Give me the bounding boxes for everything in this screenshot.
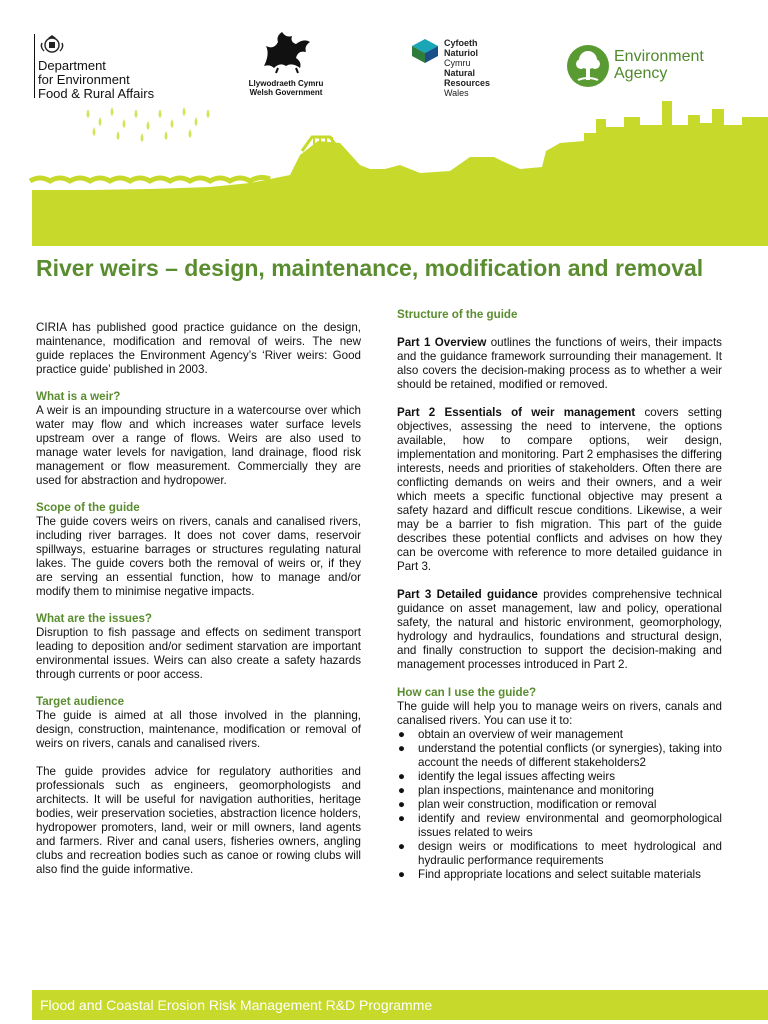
bullet-icon: ●: [398, 728, 406, 741]
list-item-text: identify and review environmental and geomorphological issues related to weirs: [418, 812, 722, 839]
bullet-icon: ●: [398, 742, 406, 755]
list-item-text: obtain an overview of weir management: [418, 728, 623, 741]
structure-heading: Structure of the guide: [397, 308, 518, 321]
part-paragraph: [397, 588, 722, 672]
ea-line: Environment: [614, 48, 704, 65]
list-item-text: understand the potential conflicts (or synergies), taking into account the needs of different stakeholders2: [418, 742, 722, 769]
page-title: River weirs – design, maintenance, modification and removal: [36, 255, 704, 281]
list-item-text: identify the legal issues affecting weirs: [418, 770, 615, 783]
welsh-gov-line: Llywodraeth Cymru: [248, 79, 324, 88]
nrw-logo: [410, 38, 491, 98]
page-header: [0, 0, 768, 246]
section-text: The guide is aimed at all those involved in the planning, design, construction, maintenance, modification or removal of weirs on rivers, canals and canalised rivers.: [36, 709, 361, 750]
list-item: [397, 798, 722, 812]
defra-line: for Environment: [38, 72, 130, 87]
section-heading: Scope of the guide: [36, 501, 140, 514]
list-item-text: plan weir construction, modification or removal: [418, 798, 657, 811]
section-heading: What is a weir?: [36, 390, 121, 403]
bullet-icon: ●: [398, 784, 406, 797]
nrw-line: Naturiol: [444, 48, 479, 58]
list-item: [397, 784, 722, 798]
nrw-line: Natural: [444, 68, 476, 78]
header-landscape: [0, 95, 768, 246]
rain-drops: [87, 107, 210, 142]
tree-icon: [566, 44, 610, 88]
part-text: outlines the functions of weirs, their impacts and the guidance framework surrounding their management. It also covers the decision-making process as to whether a weir should be retained, modified or removed.: [397, 336, 722, 391]
section-text: The guide covers weirs on rivers, canals and canalised rivers, including river barrages. It does not cover dams, reservoir spillways, estuarine barrages or structures regulating natural lakes. The guide covers both the removal of weirs or, if they are serving an essential function, how to manage and/or modify them to minimise negative impacts.: [36, 515, 361, 598]
footer-bar: [32, 990, 768, 1020]
list-item: [397, 868, 722, 882]
part-label: Part 2 Essentials of weir management: [397, 406, 636, 419]
defra-line: Department: [38, 58, 106, 73]
bullet-icon: ●: [398, 798, 406, 811]
section-text: Disruption to fish passage and effects on sediment transport leading to deposition and/or sediment starvation are important environmental issues. Weirs can also create a safety hazards through currents or poor access.: [36, 626, 361, 681]
welsh-government-logo: [246, 28, 326, 97]
nrw-line: Cymru: [444, 58, 471, 68]
list-item: [397, 742, 722, 770]
list-item-text: Find appropriate locations and select suitable materials: [418, 868, 701, 881]
red-dragon-icon: [256, 28, 316, 74]
use-list: [397, 728, 722, 882]
left-column: [36, 321, 361, 877]
part-label: Part 1 Overview: [397, 336, 487, 349]
environment-agency-logo: [566, 44, 704, 93]
list-item: [397, 840, 722, 868]
footer-text: Flood and Coastal Erosion Risk Management R&D Programme: [40, 997, 433, 1013]
part-paragraph: [397, 336, 722, 392]
bullet-icon: ●: [398, 840, 406, 853]
list-item-text: plan inspections, maintenance and monitoring: [418, 784, 654, 797]
bullet-icon: ●: [398, 868, 406, 881]
bullet-icon: ●: [398, 770, 406, 783]
list-item-text: design weirs or modifications to meet hydrological and hydraulic performance requirements: [418, 840, 722, 867]
section-heading: What are the issues?: [36, 612, 152, 625]
list-item: [397, 812, 722, 840]
welsh-gov-line: Welsh Government: [249, 88, 323, 97]
logo-rule: [34, 34, 35, 98]
intro-paragraph: CIRIA has published good practice guidance on the design, maintenance, modification and removal of weirs. The new guide replaces the Environment Agency’s ‘River weirs: Good practice guide’ published in 2003.: [36, 321, 361, 376]
use-heading: How can I use the guide?: [397, 686, 537, 699]
nrw-cube-icon: [410, 38, 440, 64]
section-text: A weir is an impounding structure in a watercourse over which water may flow and which increases water surface levels upstream over a range of flows. Weirs are also used to manage water levels for navigation, land drainage, flood risk management or flow measurement. Commercially they are used for abstraction and hydropower.: [36, 404, 361, 487]
nrw-line: Wales: [444, 88, 469, 98]
part-text: provides comprehensive technical guidance on asset management, law and policy, operational safety, the natural and historic environment, geomorphology, hydrology and hydraulics, foundations and structural design, and finally construction to support the decision-making and management processes introduced in Part 2.: [397, 588, 722, 671]
royal-crest-icon: [38, 34, 66, 56]
defra-logo: [38, 34, 154, 101]
part-paragraph: [397, 406, 722, 574]
use-intro: The guide will help you to manage weirs on rivers, canals and canalised rivers. You can use it to:: [397, 700, 722, 727]
bullet-icon: ●: [398, 812, 406, 825]
nrw-line: Cyfoeth: [444, 38, 478, 48]
list-item: [397, 728, 722, 742]
part-text: covers setting objectives, assessing the need to intervene, the options available, how to compare options, weir design, implementation and monitoring. Part 2 emphasises the differing interests, needs and priorities of stakeholders. Often there are conflicting demands on weirs and their owners, and a weir which meets a specific functional objective may present a safety hazard and difficult rescue conditions. Likewise, a weir may be a barrier to fish migration. This part of the guide describes these potential conflicts and advises on how they can be overcome with reference to more detailed guidance in Part 3.: [397, 406, 723, 573]
closing-paragraph: The guide provides advice for regulatory authorities and professionals such as engineers, geomorphologists and architects. It will be useful for navigation authorities, heritage bodies, weir preservation societies, abstraction licence holders, hydropower promoters, land, weir or mill owners, land agents and farmers. River and canal users, fisheries owners, angling clubs and recreation bodies such as canoe or rowing clubs will also find the guide informative.: [36, 765, 361, 876]
nrw-line: Resources: [444, 78, 491, 88]
list-item: [397, 770, 722, 784]
defra-line: Food & Rural Affairs: [38, 86, 155, 101]
section-heading: Target audience: [36, 695, 125, 708]
ea-line: Agency: [614, 65, 668, 82]
right-column: [397, 308, 722, 882]
part-label: Part 3 Detailed guidance: [397, 588, 538, 601]
